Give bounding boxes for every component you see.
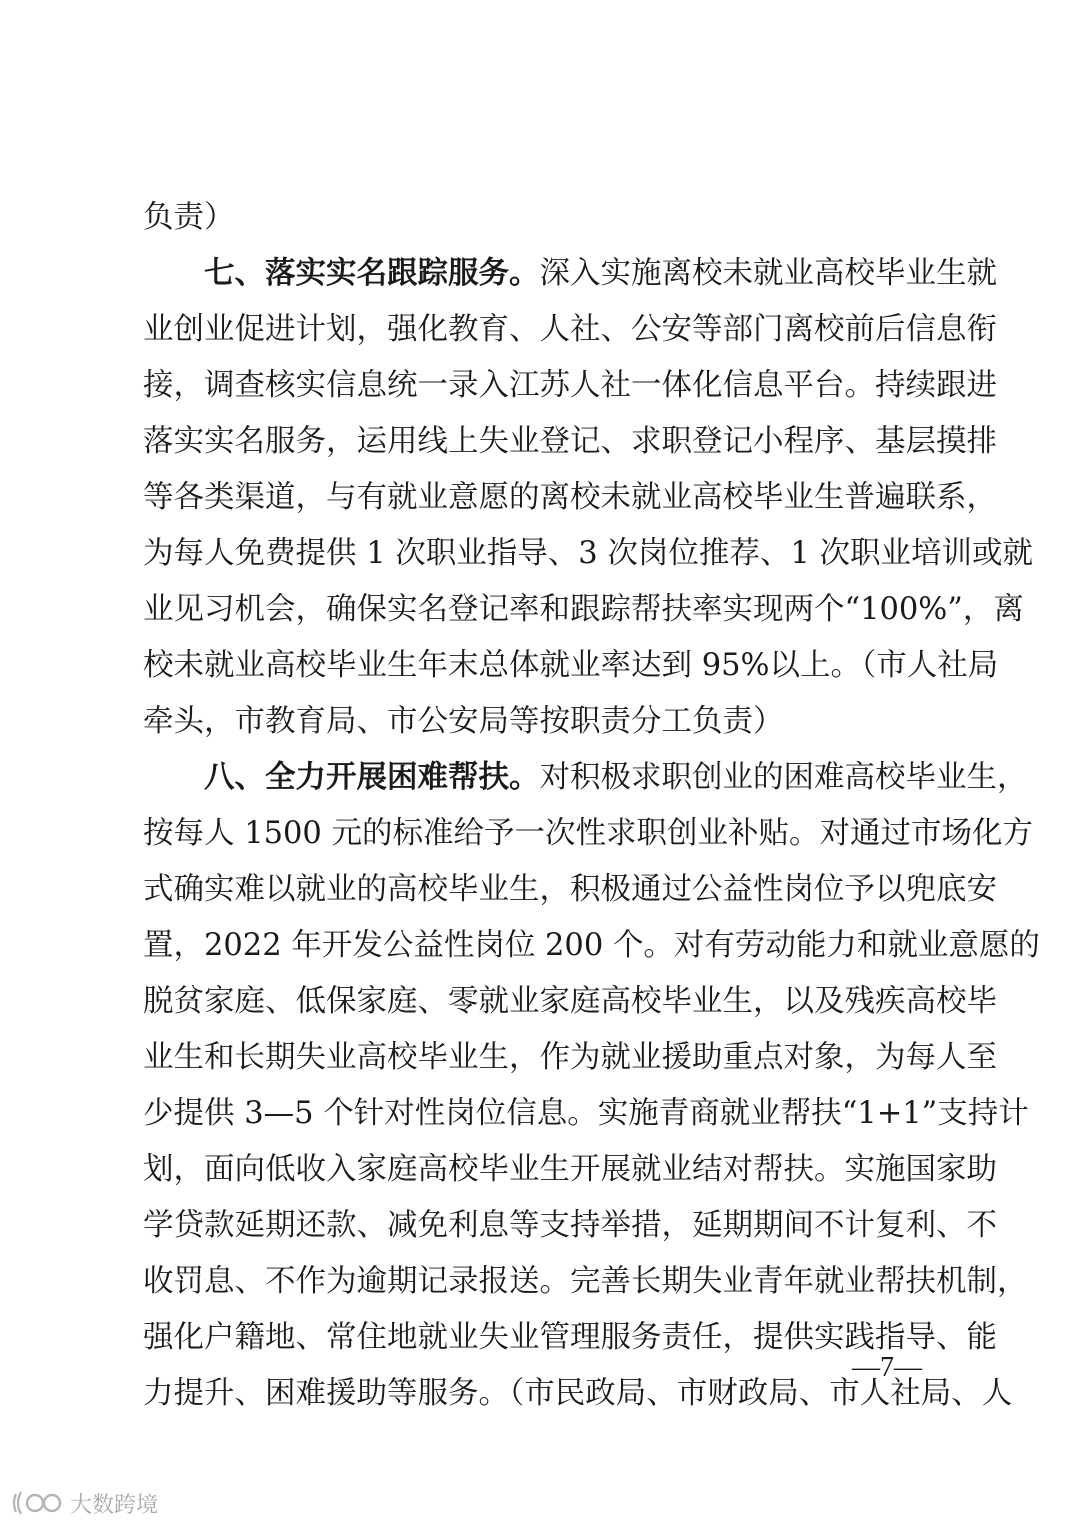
body-line bbox=[143, 926, 1040, 966]
line-text: 深入实施离校未就业高校毕业生就 bbox=[539, 256, 997, 291]
page-number: —7— bbox=[852, 1352, 922, 1383]
line-text: 少提供 3—5 个针对性岗位信息。实施青商就业帮扶“1+1”支持计 bbox=[143, 1096, 1029, 1131]
body-line bbox=[143, 1262, 1028, 1302]
body-line bbox=[143, 1094, 1029, 1134]
body-line bbox=[143, 814, 1034, 854]
line-text: 负责） bbox=[143, 200, 235, 235]
body-line bbox=[143, 646, 999, 686]
body-line bbox=[143, 702, 943, 742]
line-text: 业创业促进计划，强化教育、人社、公安等部门离校前后信息衔 bbox=[143, 312, 997, 347]
line-text: 脱贫家庭、低保家庭、零就业家庭高校毕业生，以及残疾高校毕 bbox=[143, 984, 997, 1019]
line-text: 式确实难以就业的高校毕业生，积极通过公益性岗位予以兜底安 bbox=[143, 872, 997, 907]
body-line bbox=[143, 478, 997, 518]
line-text: 力提升、困难援助等服务。（市民政局、市财政局、市人社局、人 bbox=[143, 1376, 1013, 1411]
body-line bbox=[143, 198, 943, 238]
body-line bbox=[143, 982, 997, 1022]
body-line bbox=[143, 534, 1033, 574]
line-text: 牵头，市教育局、市公安局等按职责分工负责） bbox=[143, 704, 784, 739]
line-text: 学贷款延期还款、减免利息等支持举措，延期期间不计复利、不 bbox=[143, 1208, 997, 1243]
line-text: 校未就业高校毕业生年末总体就业率达到 95%以上。（市人社局 bbox=[143, 648, 999, 683]
line-text: 等各类渠道，与有就业意愿的离校未就业高校毕业生普遍联系， bbox=[143, 480, 997, 515]
body-line bbox=[143, 1206, 997, 1246]
body-line bbox=[143, 422, 997, 462]
line-text: 强化户籍地、常住地就业失业管理服务责任，提供实践指导、能 bbox=[143, 1320, 997, 1355]
body-line bbox=[143, 1318, 997, 1358]
watermark bbox=[8, 1486, 158, 1520]
line-text: 落实实名服务，运用线上失业登记、求职登记小程序、基层摸排 bbox=[143, 424, 997, 459]
line-text: 业见习机会，确保实名登记率和跟踪帮扶率实现两个“100%”，离 bbox=[143, 592, 1024, 627]
body-line bbox=[143, 1038, 997, 1078]
section-heading-line bbox=[204, 254, 997, 294]
line-text: 业生和长期失业高校毕业生，作为就业援助重点对象，为每人至 bbox=[143, 1040, 997, 1075]
line-text: 置，2022 年开发公益性岗位 200 个。对有劳动能力和就业意愿的 bbox=[143, 928, 1040, 963]
line-text: 为每人免费提供 1 次职业指导、3 次岗位推荐、1 次职业培训或就 bbox=[143, 536, 1033, 571]
body-line bbox=[143, 870, 997, 910]
section-heading: 七、落实实名跟踪服务。 bbox=[204, 256, 540, 291]
body-line bbox=[143, 366, 997, 406]
body-line bbox=[143, 1150, 997, 1190]
line-text: 收罚息、不作为逾期记录报送。完善长期失业青年就业帮扶机制， bbox=[143, 1264, 1028, 1299]
line-text: 接，调查核实信息统一录入江苏人社一体化信息平台。持续跟进 bbox=[143, 368, 997, 403]
section-heading: 八、全力开展困难帮扶。 bbox=[204, 760, 540, 795]
body-line bbox=[143, 590, 1024, 630]
body-line bbox=[143, 310, 997, 350]
line-text: 划，面向低收入家庭高校毕业生开展就业结对帮扶。实施国家助 bbox=[143, 1152, 997, 1187]
body-line bbox=[143, 1374, 1013, 1414]
watermark-logo-icon bbox=[8, 1488, 66, 1518]
watermark-text: 大数跨境 bbox=[70, 1492, 159, 1518]
line-text: 按每人 1500 元的标准给予一次性求职创业补贴。对通过市场化方 bbox=[143, 816, 1034, 851]
line-text: 对积极求职创业的困难高校毕业生， bbox=[539, 760, 1028, 795]
section-heading-line bbox=[204, 758, 1028, 798]
